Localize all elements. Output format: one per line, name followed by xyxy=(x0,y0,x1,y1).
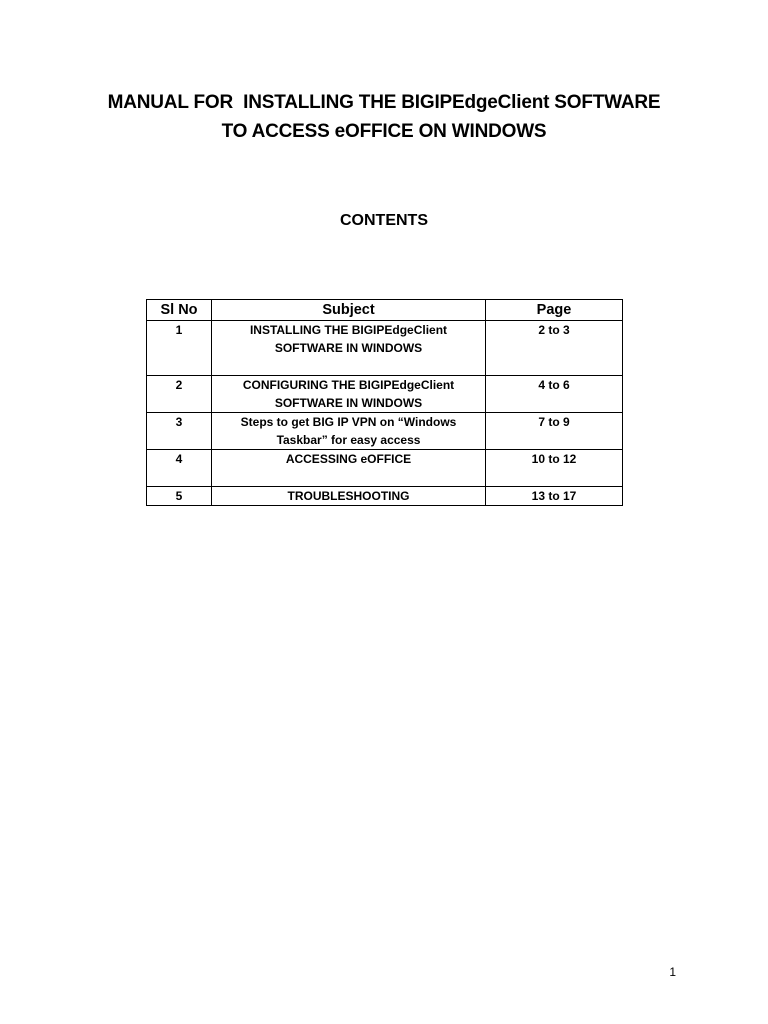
row-page: 10 to 12 xyxy=(486,450,623,487)
row-sl-no: 4 xyxy=(147,450,212,487)
row-page: 4 to 6 xyxy=(486,376,623,413)
row-page: 7 to 9 xyxy=(486,413,623,450)
row-subject-line: ACCESSING eOFFICE xyxy=(285,452,412,466)
page-number: 1 xyxy=(669,965,676,979)
contents-heading: CONTENTS xyxy=(340,212,428,229)
row-subject xyxy=(212,376,486,413)
row-sl-no: 3 xyxy=(147,413,212,450)
row-subject xyxy=(212,450,486,487)
row-page: 2 to 3 xyxy=(486,321,623,376)
contents-table xyxy=(146,299,623,506)
row-subject-line: Steps to get BIG IP VPN on “Windows xyxy=(240,415,457,429)
document-title xyxy=(0,88,768,146)
row-subject xyxy=(212,413,486,450)
row-page: 13 to 17 xyxy=(486,487,623,506)
row-subject-line: SOFTWARE IN WINDOWS xyxy=(274,341,423,355)
title-line-1: MANUAL FOR INSTALLING THE BIGIPEdgeClient SOFTWARE xyxy=(107,92,661,113)
table-row xyxy=(147,376,623,413)
title-line-2: TO ACCESS eOFFICE ON WINDOWS xyxy=(221,121,547,142)
row-sl-no: 1 xyxy=(147,321,212,376)
row-subject xyxy=(212,487,486,506)
row-sl-no: 5 xyxy=(147,487,212,506)
header-page: Page xyxy=(486,300,623,321)
row-subject-line: CONFIGURING THE BIGIPEdgeClient xyxy=(242,378,455,392)
row-subject xyxy=(212,321,486,376)
row-subject-line: SOFTWARE IN WINDOWS xyxy=(274,396,423,410)
header-sl-no: Sl No xyxy=(147,300,212,321)
table-row xyxy=(147,321,623,376)
row-subject-line: INSTALLING THE BIGIPEdgeClient xyxy=(249,323,448,337)
table-row xyxy=(147,487,623,506)
table-row xyxy=(147,413,623,450)
row-sl-no: 2 xyxy=(147,376,212,413)
header-subject: Subject xyxy=(212,300,486,321)
table-header-row xyxy=(147,300,623,321)
table-row xyxy=(147,450,623,487)
row-subject-line: TROUBLESHOOTING xyxy=(287,489,410,503)
row-subject-line: Taskbar” for easy access xyxy=(276,433,421,447)
